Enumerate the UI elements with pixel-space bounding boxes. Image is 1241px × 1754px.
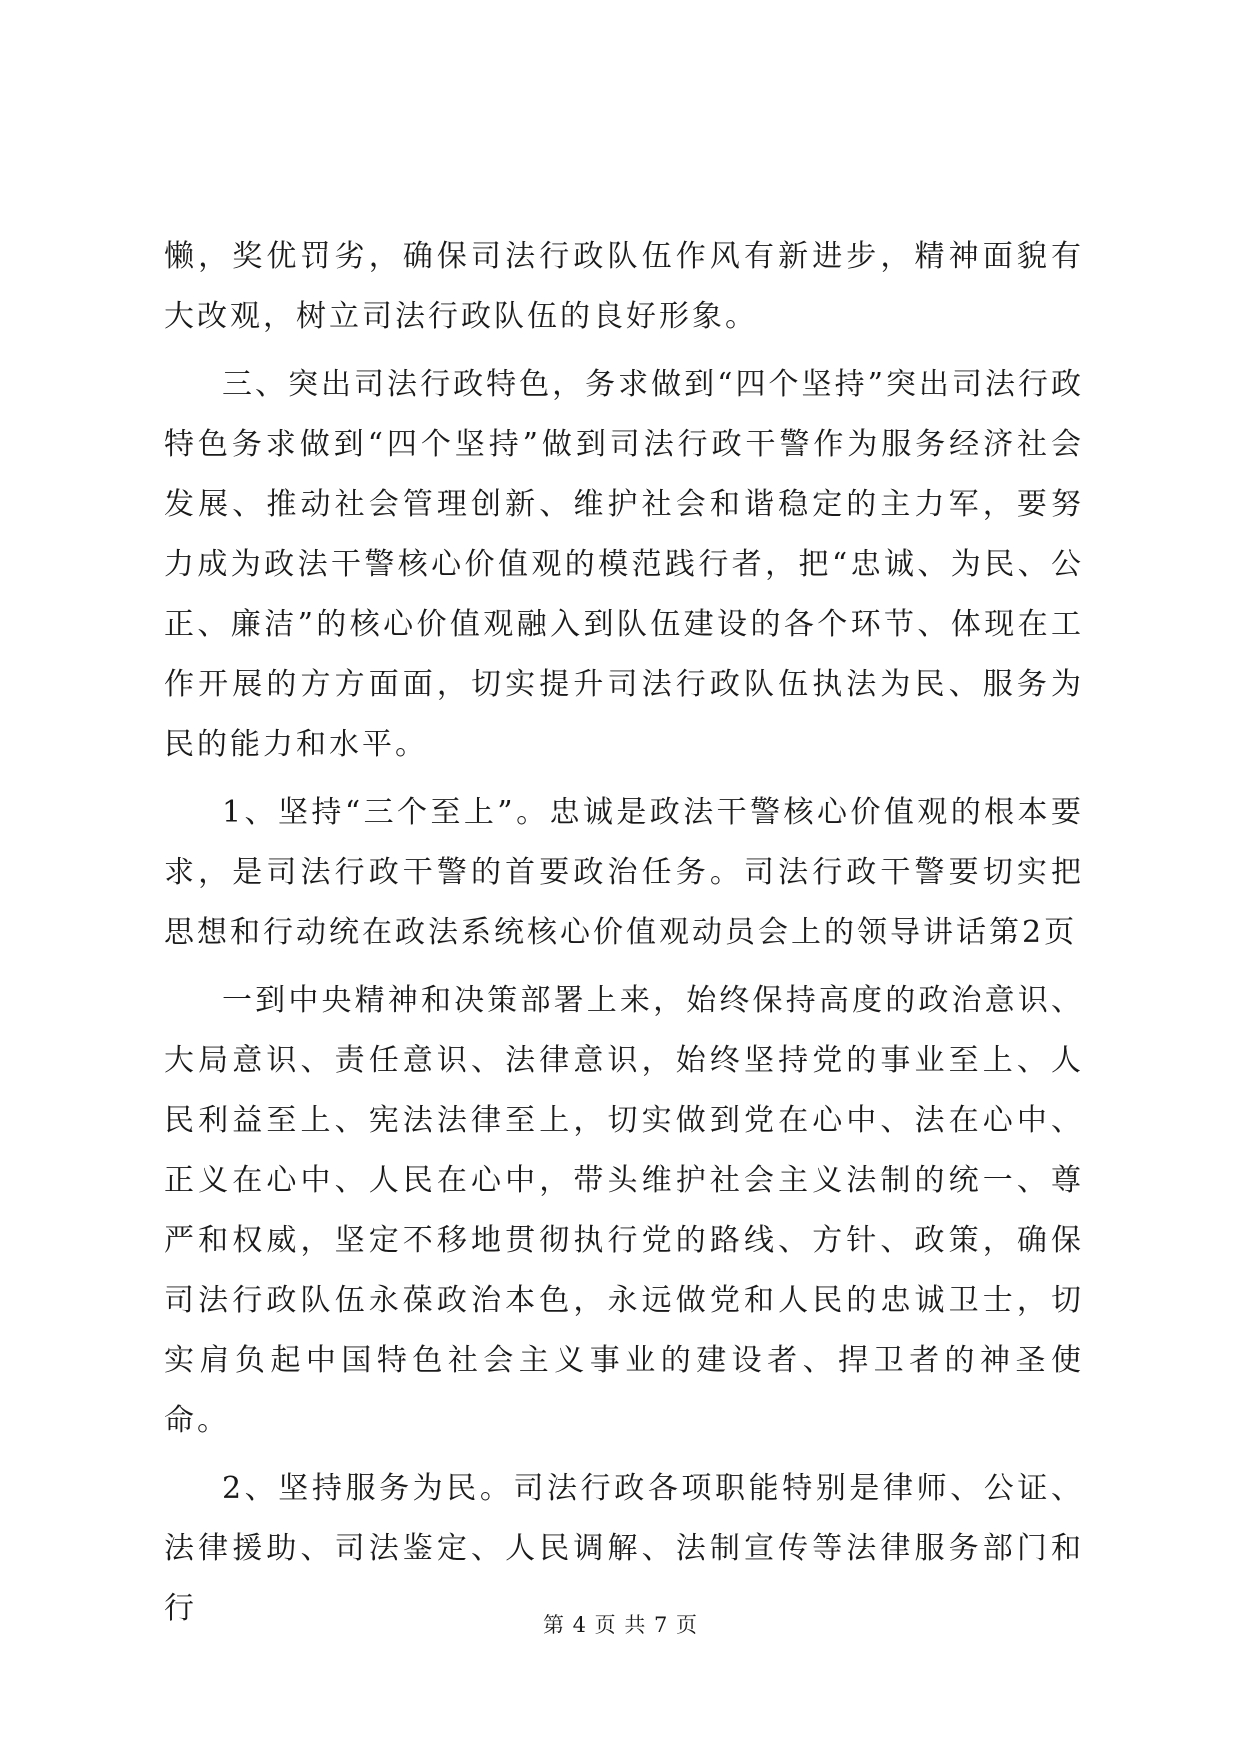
document-body (164, 227, 1084, 1639)
paragraph: 懒，奖优罚劣，确保司法行政队伍作风有新进步，精神面貌有大改观，树立司法行政队伍的良好形象。 (164, 239, 1084, 334)
paragraph: 三、突出司法行政特色，务求做到“四个坚持”突出司法行政特色务求做到“四个坚持”做到司法行政干警作为服务经济社会发展、推动社会管理创新、维护社会和谐稳定的主力军，要努力成为政法干警核心价值观的模范践行者，把“忠诚、为民、公正、廉洁”的核心价值观融入到队伍建设的各个环节、体现在工作开展的方方面面，切实提升司法行政队伍执法为民、服务为民的能力和水平。 (164, 367, 1084, 762)
paragraph: 2、坚持服务为民。司法行政各项职能特别是律师、公证、法律援助、司法鉴定、人民调解、法制宣传等法律服务部门和行 (164, 1471, 1084, 1626)
paragraph: 一到中央精神和决策部署上来，始终保持高度的政治意识、大局意识、责任意识、法律意识，始终坚持党的事业至上、人民利益至上、宪法法律至上，切实做到党在心中、法在心中、正义在心中、人民在心中，带头维护社会主义法制的统一、尊严和权威，坚定不移地贯彻执行党的路线、方针、政策，确保司法行政队伍永葆政治本色，永远做党和人民的忠诚卫士，切实肩负起中国特色社会主义事业的建设者、捍卫者的神圣使命。 (164, 983, 1084, 1438)
page-number-footer: 第 4 页 共 7 页 (542, 1613, 699, 1637)
paragraph: 1、坚持“三个至上”。忠诚是政法干警核心价值观的根本要求，是司法行政干警的首要政治任务。司法行政干警要切实把思想和行动统在政法系统核心价值观动员会上的领导讲话第2页 (164, 795, 1084, 950)
